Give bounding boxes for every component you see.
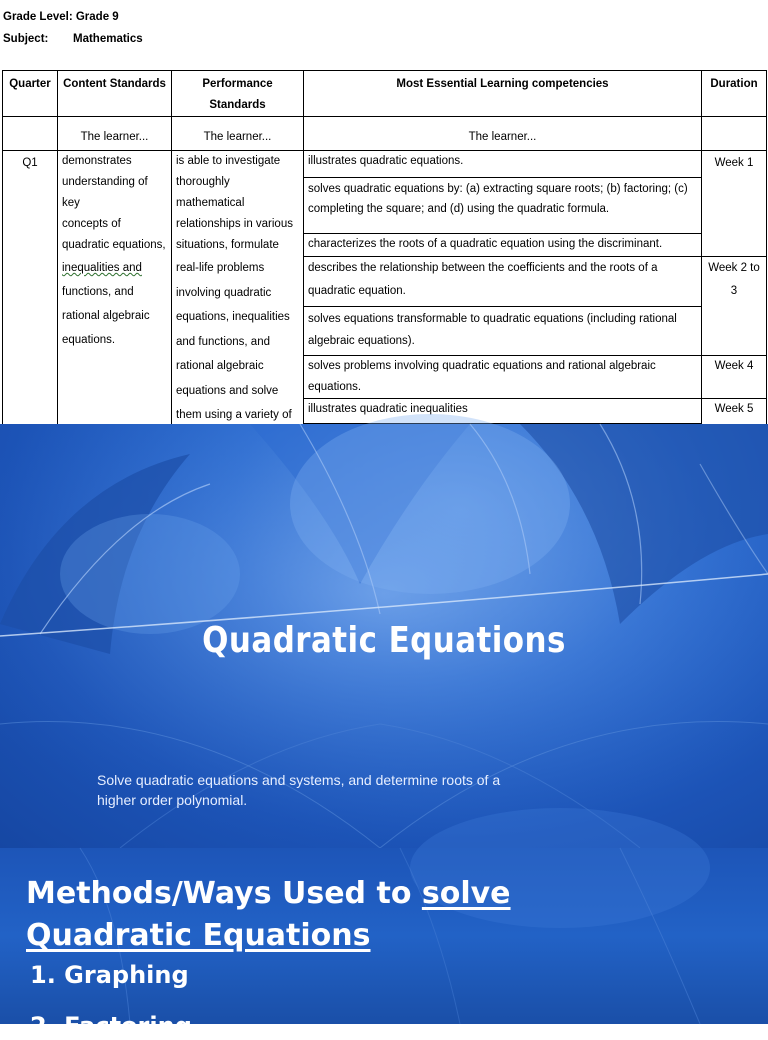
- curriculum-table: [2, 70, 767, 474]
- duration-cell: Week 2 to 3: [702, 256, 767, 355]
- quarter-cell: Q1: [3, 151, 58, 257]
- performance-line: equations and solve: [176, 384, 279, 397]
- learner-label: The learner...: [58, 117, 172, 151]
- content-line: understanding of key: [62, 176, 148, 209]
- performance-line: real-life problems: [176, 262, 265, 274]
- performance-line: involving quadratic: [176, 286, 272, 299]
- header-content-standards: Content Standards: [58, 71, 172, 117]
- header-quarter: Quarter: [3, 71, 58, 117]
- duration-cell: Week 4: [702, 355, 767, 398]
- header-performance-standards: Performance Standards: [172, 71, 304, 117]
- competency-cell: solves problems involving quadratic equations and rational algebraic equations.: [304, 355, 702, 398]
- duration-cell: Week 5: [702, 398, 767, 473]
- subject-label: Subject:: [3, 33, 49, 45]
- method-item: 1. Graphing: [30, 961, 189, 989]
- performance-line: equations, inequalities: [176, 311, 290, 323]
- performance-line: thoroughly mathematical: [176, 176, 245, 209]
- table-row: [3, 151, 767, 178]
- performance-line: situations, formulate: [176, 239, 279, 251]
- table-row: [3, 256, 767, 306]
- content-line: rational algebraic: [62, 310, 150, 322]
- title-slide: [0, 424, 768, 848]
- learner-label: The learner...: [172, 117, 304, 151]
- content-line: functions, and: [62, 286, 134, 298]
- performance-standards-cell: [172, 151, 304, 257]
- competency-cell: illustrates quadratic equations.: [304, 151, 702, 178]
- subject-value: Mathematics: [73, 33, 143, 45]
- performance-line: relationships in various: [176, 218, 293, 230]
- content-line: demonstrates: [62, 155, 132, 167]
- performance-line: rational algebraic: [176, 360, 264, 372]
- method-item: 2. Factoring: [30, 1012, 192, 1040]
- slide-title: Quadratic Equations: [202, 620, 566, 661]
- content-line: quadratic equations,: [62, 239, 166, 251]
- methods-title-underlined: solve: [421, 876, 511, 911]
- methods-title-text: Methods/Ways Used to: [26, 876, 422, 911]
- grade-level-label: Grade Level: Grade 9: [3, 11, 119, 23]
- curriculum-document: [0, 0, 768, 424]
- duration-cell: Week 1: [702, 151, 767, 257]
- learner-label: The learner...: [304, 117, 702, 151]
- competency-cell: solves equations transformable to quadratic equations (including rational algebraic equations).: [304, 306, 702, 355]
- performance-line: and functions, and: [176, 335, 270, 348]
- header-melc: Most Essential Learning competencies: [304, 71, 702, 117]
- content-standards-cell: [58, 151, 172, 257]
- content-line: equations.: [62, 334, 116, 346]
- performance-line: is able to investigate: [176, 155, 281, 167]
- content-line: concepts of: [62, 218, 121, 230]
- methods-title-underlined: Quadratic Equations: [26, 918, 371, 953]
- slide-subtitle: Solve quadratic equations and systems, and determine roots of a higher order polynomial.: [97, 772, 501, 808]
- header-duration: Duration: [702, 71, 767, 117]
- table-header-row: [3, 71, 767, 117]
- performance-line: them using a variety of: [176, 409, 292, 421]
- methods-title: [26, 873, 511, 957]
- competency-cell: describes the relationship between the coefficients and the roots of a quadratic equation.: [304, 256, 702, 306]
- methods-slide: [0, 848, 768, 1040]
- competency-cell: solves quadratic equations by: (a) extracting square roots; (b) factoring; (c) completing the square; and (d) using the quadratic formula.: [304, 177, 702, 233]
- learner-row: [3, 117, 767, 151]
- content-line: inequalities and: [62, 262, 142, 274]
- competency-cell: illustrates quadratic inequalities: [304, 398, 702, 423]
- competency-cell: characterizes the roots of a quadratic equation using the discriminant.: [304, 233, 702, 256]
